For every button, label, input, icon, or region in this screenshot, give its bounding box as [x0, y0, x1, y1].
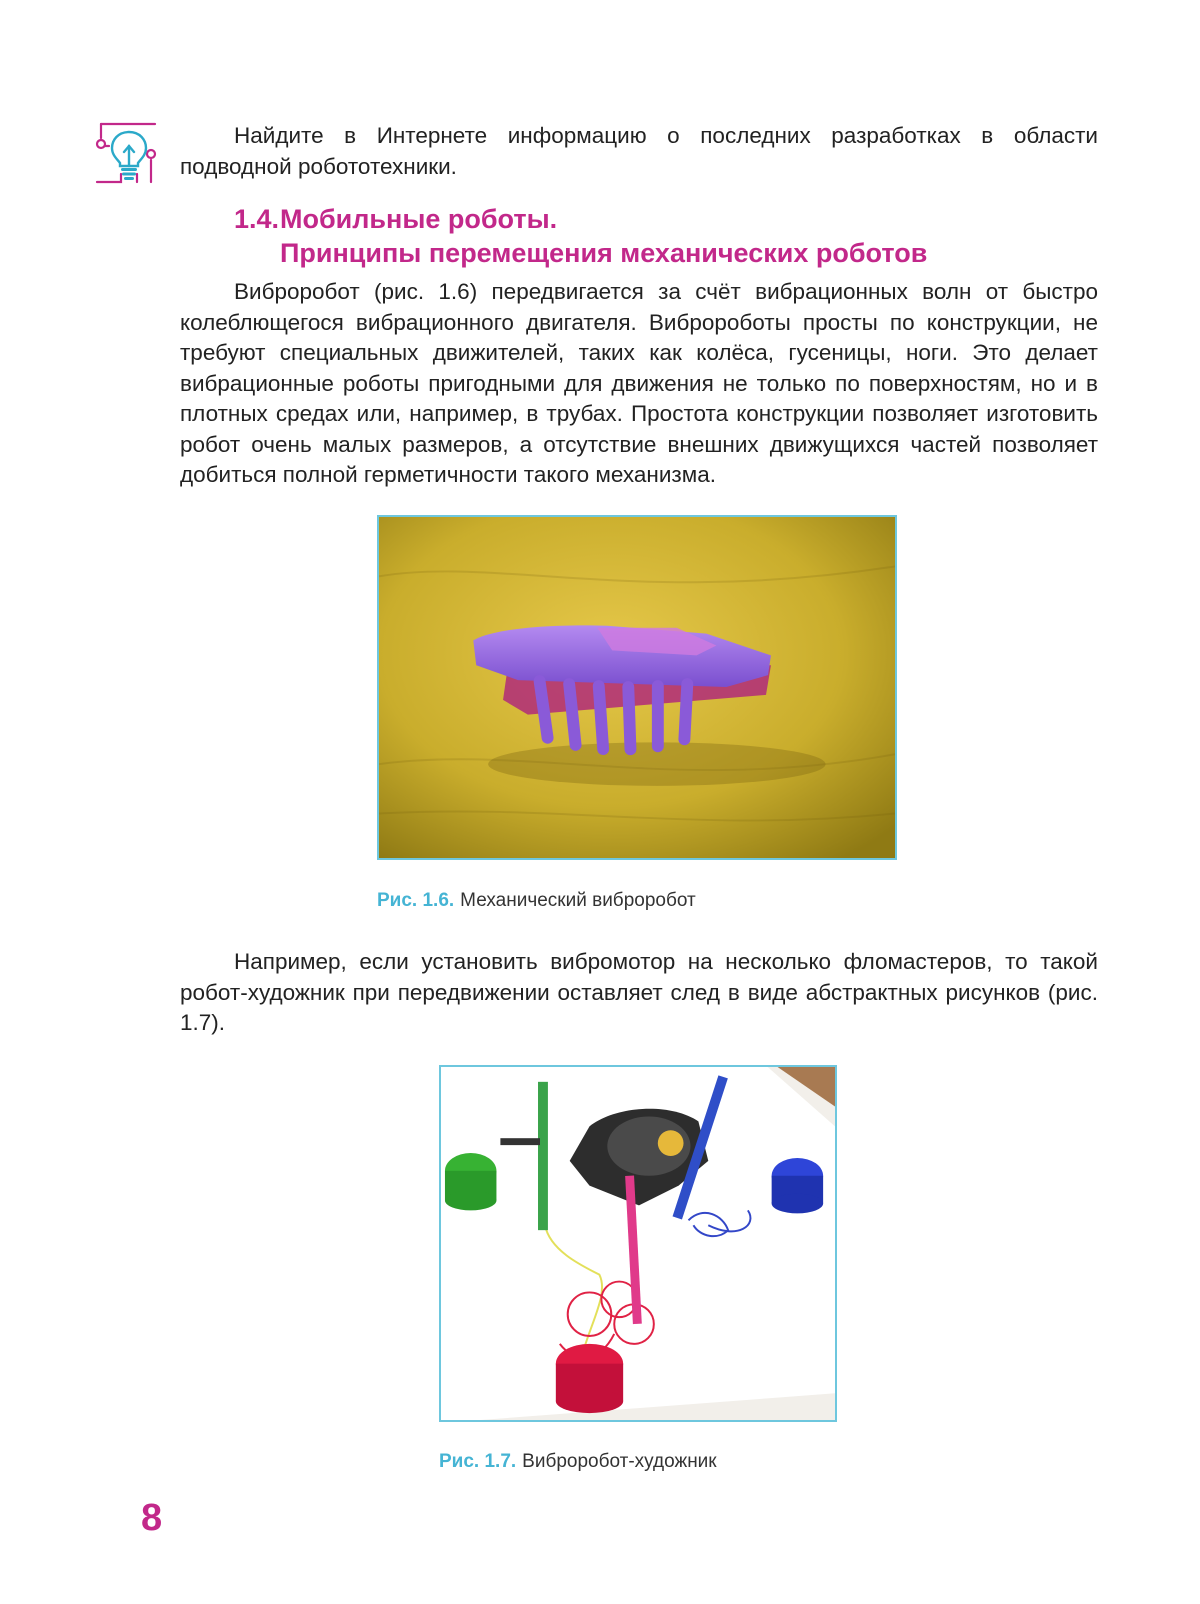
lightbulb-circuit-icon — [93, 118, 163, 188]
figure-label-1: Рис. 1.6. — [377, 890, 455, 911]
paragraph-vibrobot: Виброробот (рис. 1.6) передвигается за счёт вибрационных волн от быстро колеблющегося вибрационного двигателя. Вибророботы просты по конструкции, не требуют специальных движителей, таких как колёса, гусеницы, ноги. Это делает вибрационные роботы пригодными для движения не только по поверхностям, но и в плотных средах или, например, в трубах. Простота конструкции позволяет изготовить робот очень малых размеров, а отсутствие внешних движущихся частей позволяет добиться полной герметичности такого механизма. — [180, 279, 1098, 487]
paragraph-artist-robot: Например, если установить вибромотор на несколько фломастеров, то такой робот-художник при передвижении оставляет след в виде абстрактных рисунков (рис. 1.7). — [180, 949, 1098, 1035]
section-heading — [234, 202, 1114, 270]
figure-label-2: Рис. 1.7. — [439, 1451, 517, 1472]
page-number: 8 — [141, 1497, 163, 1539]
figure-caption-text-2: Виброробот-художник — [522, 1451, 717, 1472]
figure-caption-2 — [439, 1450, 717, 1474]
section-number: 1.4. — [234, 204, 280, 234]
artist-robot-illustration — [441, 1067, 835, 1420]
figure-caption-text-1: Механический виброробот — [460, 890, 696, 911]
figure-caption-1 — [377, 889, 696, 913]
task-text: Найдите в Интернете информацию о последних разработках в области подводной робототехники. — [180, 123, 1098, 179]
figure-vibrobot-photo — [377, 515, 897, 860]
vibrobot-illustration — [379, 517, 895, 858]
figure-artist-robot-photo — [439, 1065, 837, 1422]
section-title-line2: Принципы перемещения механических роботов — [280, 238, 928, 268]
section-title-line1: Мобильные роботы. — [280, 204, 558, 234]
